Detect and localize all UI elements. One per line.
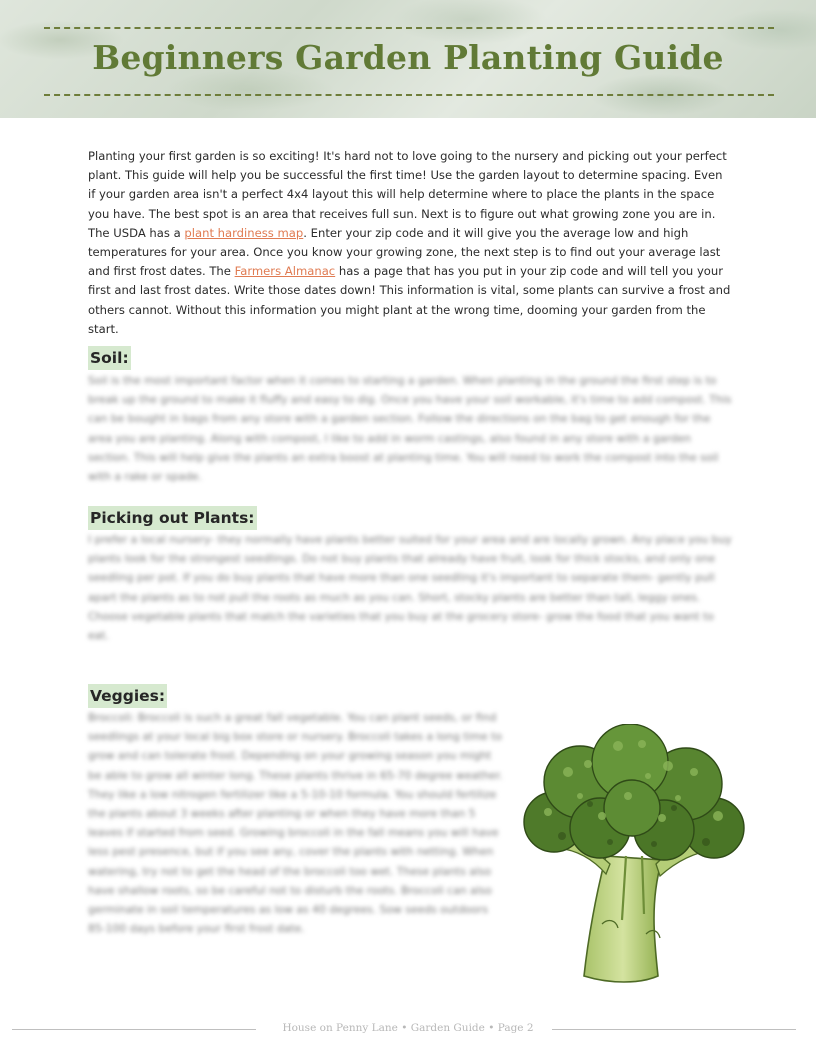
intro-text-1: Planting your first garden is so exciting! It's hard not to love going to the nursery and picking out your perfect plant. This guide will help you be successful the first time! Use the garden layout to determine spacing. Even if your garden area isn't a perfect 4x4 layout this will help determine where to place the plants in the space you have. The best spot is an area that receives full sun. Next is to figure out what growing zone you are in. The USDA has a [88, 149, 727, 240]
farmers-almanac-link[interactable]: Farmers Almanac [234, 264, 336, 279]
dashed-divider-top [44, 27, 774, 29]
plant-hardiness-map-link[interactable]: plant hardiness map [184, 225, 304, 240]
page-title: Beginners Garden Planting Guide [92, 38, 724, 77]
soil-heading: Soil: [88, 346, 131, 370]
header-banner [0, 0, 816, 118]
picking-plants-heading: Picking out Plants: [88, 506, 257, 530]
page-footer: House on Penny Lane • Garden Guide • Page 2 [282, 1022, 534, 1034]
intro-paragraph [88, 147, 733, 339]
broccoli-florets [524, 724, 744, 860]
picking-plants-paragraph: I prefer a local nursery- they normally have plants better suited for your area and are locally grown. Any place you buy plants look for the strongest seedlings. Do not buy plants that already have fruit, look for thick stocks, and only one seedling per pot. If you do buy plants that have more than one seedling it's important to separate them- gently pull apart the plants as to not pull the roots as much as you can. Short, stocky plants are better than tall, leggy ones. Choose vegetable plants that match the varieties that you buy at the grocery store- grow the food that you want to eat. [88, 533, 732, 643]
intro-text-2: . Enter your zip code and it will give you the average low and high temperatures for your area. Once you know your growing zone, the next step is to find out your average last and first frost dates. The [88, 225, 721, 279]
soil-paragraph: Soil is the most important factor when it comes to starting a garden. When planting in the ground the first step is to break up the ground to make it fluffy and easy to dig. Once you have your soil workable, it's time to add compost. This can be bought in bags from any store with a garden section. Follow the directions on the bag to get enough for the area you are planting. Along with compost, I like to add in worm castings, also found in any store with a garden section. This will help give the plants an extra boost at planting time. You will need to work the compost into the soil with a rake or spade. [88, 374, 732, 484]
veggies-heading: Veggies: [88, 684, 167, 708]
dashed-divider-bottom [44, 94, 774, 96]
broccoli-illustration [518, 724, 748, 986]
broccoli-paragraph: Broccoli: Broccoli is such a great fall vegetable. You can plant seeds, or find seedlings at your local big box store or nursery. Broccoli takes a long time to grow and can tolerate frost. Depending on your growing season you might be able to grow all winter long. These plants thrive in 65-70 degree weather. They like a low nitrogen fertilizer like a 5-10-10 formula. You should fertilize the plants about 3 weeks after planting or when they have more than 5 leaves if started from seed. Growing broccoli in the fall means you will have less pest presence, but if you see any, cover the plants with netting. When watering, try not to get the head of the broccoli too wet. These plants also have shallow roots, so be careful not to disturb the roots. Broccoli can also germinate in soil temperatures as low as 40 degrees. Sow seeds outdoors 85-100 days before your first frost date. [88, 711, 503, 936]
intro-text-3: has a page that has you put in your zip code and will tell you your first and last frost dates. Write those dates down! This information is vital, some plants can survive a frost and others cannot. Without this information you might plant at the wrong time, dooming your garden from the start. [88, 264, 731, 336]
